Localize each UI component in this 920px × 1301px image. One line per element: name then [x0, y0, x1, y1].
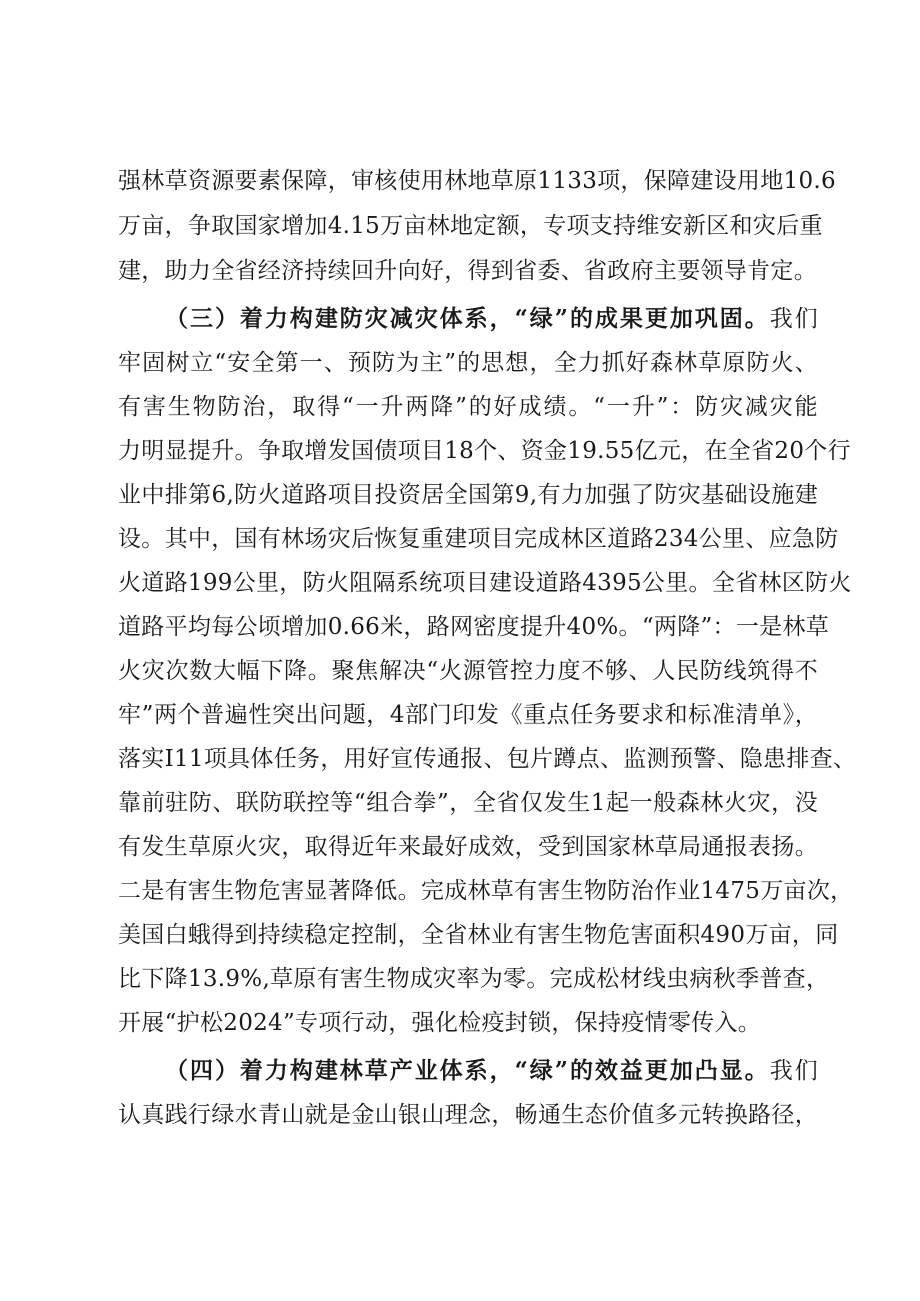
section-heading-line [165, 1051, 818, 1091]
body-text-line: 二是有害生物危害显著降低。完成林草有害生物防治作业1475万亩次， [118, 878, 854, 904]
section-3-heading: （三）着力构建防灾减灾体系，“绿”的成果更加巩固。 [165, 305, 770, 332]
body-text-line: 落实I11项具体任务，用好宣传通报、包片蹲点、监测预警、隐患排查、 [118, 746, 857, 772]
body-text-line: 业中排第6,防火道路项目投资居全国第9,有力加强了防灾基础设施建 [118, 482, 818, 508]
body-text-line: 美国白蛾得到持续稳定控制，全省林业有害生物危害面积490万亩，同 [118, 922, 839, 948]
body-text-line: 设。其中，国有林场灾后恢复重建项目完成林区道路234公里、应急防 [118, 526, 839, 552]
body-text-line: 火道路199公里，防火阻隔系统项目建设道路4395公里。全省林区防火 [118, 570, 852, 596]
body-text-line: 牢固树立“安全第一、预防为主”的思想，全力抓好森林草原防火、 [118, 350, 818, 376]
section-3-heading-tail: 我们 [769, 306, 818, 332]
body-text-line: 火灾次数大幅下降。聚焦解决“火源管控力度不够、人民防线筑得不 [118, 658, 818, 684]
body-text-line: 力明显提升。争取增发国债项目18个、资金19.55亿元，在全省20个行 [118, 438, 851, 464]
body-text-line: 有发生草原火灾，取得近年来最好成效，受到国家林草局通报表扬。 [118, 834, 818, 860]
body-text-line: 牢”两个普遍性突出问题，4部门印发《重点任务要求和标准清单》， [118, 702, 818, 728]
body-text-line: 靠前驻防、联防联控等“组合拳”，全省仅发生1起一般森林火灾，没 [118, 790, 818, 816]
body-text-line: 有害生物防治，取得“一升两降”的好成绩。“一升”：防灾减灾能 [118, 394, 818, 420]
body-text-line: 开展“护松2024”专项行动，强化检疫封锁，保持疫情零传入。 [118, 1010, 762, 1036]
section-4-heading-tail: 我们 [769, 1058, 818, 1084]
body-text-line: 道路平均每公顷增加0.66米，路网密度提升40%。“两降”：一是林草 [118, 614, 830, 640]
section-heading-line [165, 299, 818, 339]
body-text-line: 认真践行绿水青山就是金山银山理念，畅通生态价值多元转换路径， [118, 1102, 818, 1128]
body-text-line: 比下降13.9%,草原有害生物成灾率为零。完成松材线虫病秋季普查， [118, 966, 830, 992]
body-text-line: 万亩，争取国家增加4.15万亩林地定额，专项支持维安新区和灾后重 [118, 213, 823, 239]
body-text-line: 强林草资源要素保障，审核使用林地草原1133项，保障建设用地10.6 [118, 168, 836, 194]
body-text-line: 建，助力全省经济持续回升向好，得到省委、省政府主要领导肯定。 [118, 258, 817, 284]
section-4-heading: （四）着力构建林草产业体系，“绿”的效益更加凸显。 [165, 1057, 770, 1084]
